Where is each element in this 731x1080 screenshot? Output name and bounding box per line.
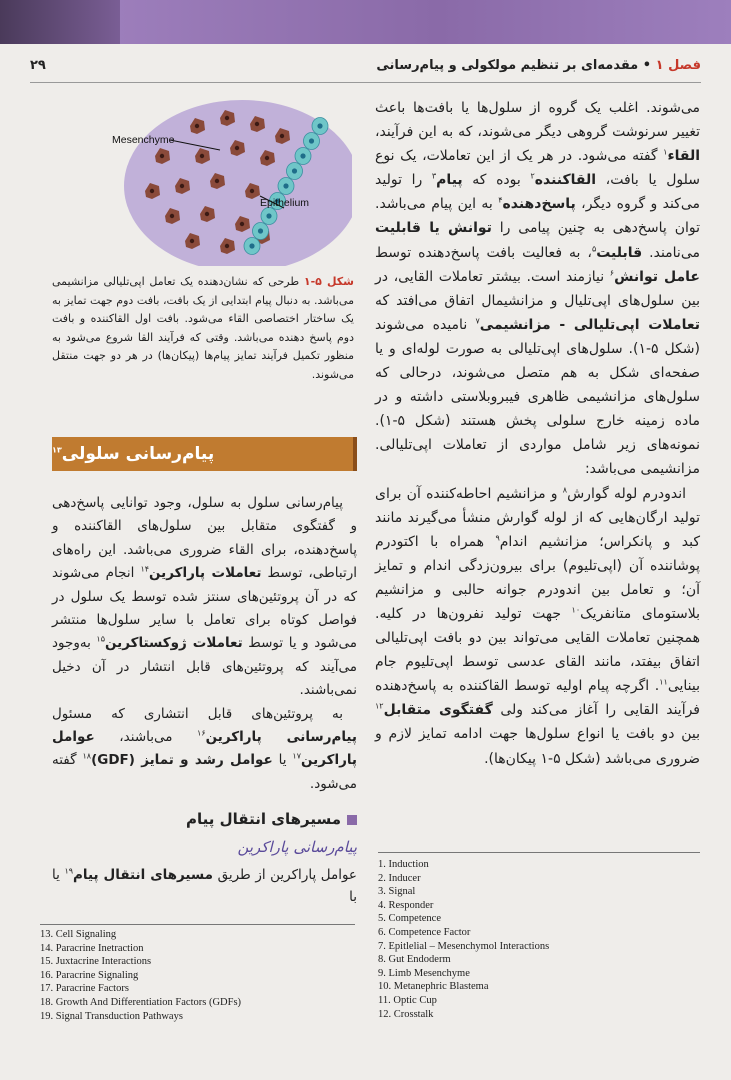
footnote-item: 18. Growth And Differentiation Factors (GDFs) — [40, 996, 242, 1008]
footnote-item: 3. Signal — [378, 886, 416, 898]
mesenchyme-nucleus — [190, 239, 194, 243]
mesenchyme-nucleus — [160, 154, 164, 158]
subsection-square-icon — [347, 815, 357, 825]
mesenchyme-nucleus — [180, 184, 184, 188]
footnote-item: 1. Induction — [378, 859, 429, 870]
right-paragraph-2: اندودرم لوله گوارش$^۸$ و مزانشیم احاطه‌کننده آن برای تولید ارگان‌هایی که از لوله گوارش منشأ می‌گیرند مانند کبد و پانکراس؛ مزانشیم اندام$^۹$ همراه با اکتودرم پوشاننده آن (اپی‌تلیوم) برای بیرون‌زدگی اندام و تمایز آن؛ و تعامل بین اندودرم جوانه حالبی و مزانشیم بلاستومای متانفریک$^{۱۰}$ جهت تولید نفرون‌ها در کلیه. همچنین تعاملات القایی می‌تواند بین دو بافت اپی‌تلیالی اتفاق بیفتد، مانند القای عدسی توسط اپی‌تلیوم جام بینایی$^{۱۱}$. اگرچه پیام اولیه توسط القاکننده به پاسخ‌دهنده فرآیند القایی را آغاز می‌کند ولی گفتگوی متقابل$^{۱۲}$ بین دو بافت یا انواع سلول‌ها جهت ادامه تمایز لازم و ضروری می‌باشد (شکل ۵-۱ پیکان‌ها). — [375, 484, 700, 767]
left-paragraph-2: به پروتئین‌های قابل انتشاری که مسئول پیام‌رسانی پاراکرین$^{۱۶}$ می‌باشند، عوامل پاراکرین$^{۱۷}$ یا عوامل رشد و تمایز (GDF)$^{۱۸}$ گفته می‌شود. — [52, 705, 358, 792]
footnotes-left — [40, 928, 360, 1023]
footnote-item: 14. Paracrine Inetraction — [40, 942, 144, 954]
page-header — [30, 58, 701, 82]
mesenchyme-nucleus — [200, 154, 204, 158]
figure-caption-label: شکل ۵-۱ — [303, 275, 354, 288]
induction-diagram — [52, 96, 352, 266]
footnote-rule-right — [378, 852, 700, 853]
footnote-item: 13. Cell Signaling — [40, 929, 117, 940]
mesenchyme-nucleus — [255, 122, 259, 126]
header-rule — [30, 82, 701, 83]
footnote-item: 15. Juxtacrine Interactions — [40, 956, 152, 968]
section-title: پیام‌رسانی سلولی — [61, 444, 215, 464]
footnote-item: 16. Paracrine Signaling — [40, 969, 139, 981]
induction-figure — [52, 96, 352, 266]
epithelium-nucleus — [266, 213, 271, 218]
epithelium-nucleus — [292, 168, 297, 173]
epithelium-nucleus — [300, 153, 305, 158]
top-color-band — [0, 0, 731, 44]
left-column-text — [52, 492, 357, 796]
footnote-item: 12. Crosstalk — [378, 1008, 434, 1020]
figure-caption-text: طرحی که نشان‌دهنده یک تعامل اپی‌تلیالی مزانشیمی می‌باشد. به دنبال پیام ابتدایی از یک بافت، بافت دوم جهت تمایز به یک ساختار اختصاصی القاء می‌شود. بافت اول القاکننده و بافت دوم پاسخ دهنده می‌باشد. وقتی که فرآیند القا شروع می‌شود به منظور تکمیل فرآیند تمایز پیام‌ها (پیکان‌ها) در هر دو جهت منتقل می‌شوند. — [52, 275, 354, 381]
mesenchyme-nucleus — [225, 116, 229, 120]
mesenchyme-label: Mesenchyme — [112, 134, 175, 146]
section-title-footnote: ۱۳ — [52, 445, 62, 455]
left-paragraph-1: پیام‌رسانی سلول به سلول، وجود توانایی پاسخ‌دهی و گفتگوی متقابل بین سلول‌های القاکننده و پاسخ‌دهنده، برای القاء ضروری می‌باشد. این راه‌های ارتباطی، توسط تعاملات پاراکرین$^{۱۴}$ انجام می‌شوند که در آن پروتئین‌های سنتز شده توسط یک سلول در فواصل کوتاه برای تعامل با سایر سلول‌ها منتشر می‌شود و یا توسط تعاملات ژوکستاکرین$^{۱۵}$ به‌وجود می‌آیند که پروتئین‌های قابل انتشار در آن دخیل نمی‌باشند. — [52, 495, 358, 699]
section-heading-bar — [52, 437, 357, 471]
epithelium-nucleus — [249, 243, 254, 248]
chapter-title: مقدمه‌ای بر تنظیم مولکولی و پیام‌رسانی — [376, 58, 639, 73]
footnote-item: 8. Gut Endoderm — [378, 954, 451, 966]
footnote-item: 4. Responder — [378, 899, 434, 911]
chapter-label: فصل ۱ — [655, 58, 701, 73]
mesenchyme-nucleus — [250, 189, 254, 193]
top-band-shadow — [0, 0, 120, 44]
footnote-item: 5. Competence — [378, 913, 441, 925]
epithelium-label: Epithelium — [260, 197, 310, 209]
footnote-item: 11. Optic Cup — [378, 994, 437, 1006]
mesenchyme-nucleus — [170, 214, 174, 218]
footnote-item: 19. Signal Transduction Pathways — [40, 1010, 183, 1022]
footnotes-right — [378, 858, 698, 1021]
footnote-item: 10. Metanephric Blastema — [378, 981, 489, 993]
mesenchyme-nucleus — [195, 124, 199, 128]
footnote-item: 7. Epitlelial – Mesenchymol Interactions — [378, 940, 550, 952]
epithelium-nucleus — [283, 183, 288, 188]
mesenchyme-nucleus — [280, 134, 284, 138]
chapter-heading: فصل ۱ • مقدمه‌ای بر تنظیم مولکولی و پیام‌رسانی — [376, 58, 701, 73]
right-column-text — [375, 96, 700, 771]
mesenchyme-nucleus — [240, 222, 244, 226]
footnote-item: 2. Inducer — [378, 872, 421, 884]
epithelium-nucleus — [258, 228, 263, 233]
subsection-title: مسیرهای انتقال پیام — [186, 810, 341, 828]
left-tail-text: عوامل پاراکرین از طریق مسیرهای انتقال پیام$^{۱۹}$ یا با — [52, 866, 357, 905]
epithelium-nucleus — [309, 138, 314, 143]
subsection-heading — [52, 810, 357, 828]
figure-caption — [52, 273, 354, 385]
mesenchyme-nucleus — [225, 244, 229, 248]
page-number: ۲۹ — [30, 58, 46, 73]
footnote-item: 6. Competence Factor — [378, 926, 471, 938]
mesenchyme-nucleus — [215, 179, 219, 183]
right-paragraph-1: می‌شوند. اغلب یک گروه از سلول‌ها یا بافت‌ها باعث تغییر سرنوشت گروهی دیگر می‌شوند، که به این فرآیند، القاء$^۱$ گفته می‌شود. در هر یک از این تعاملات، یک نوع سلول یا بافت، القاکننده$^۲$ بوده که پیام$^۳$ را تولید می‌کند و گروه دیگر، پاسخ‌دهنده$^۴$ به این پیام می‌باشد. توان پاسخ‌دهی به چنین پیامی را توانش یا قابلیت می‌نامند. قابلیت$^۵$، به فعالیت بافت پاسخ‌دهنده توسط عامل توانش$^۶$ نیازمند است. بیشتر تعاملات القایی، در بین سلول‌های اپی‌تلیال و مزانشیمال اتفاق می‌افتد که تعاملات اپی‌تلیالی - مزانشیمی$^۷$ نامیده می‌شوند (شکل ۵-۱). سلول‌های اپی‌تلیالی به صورت لوله‌ای و یا صفحه‌ای شکل به هم متصل می‌شوند، درحالی که سلول‌های مزانشیمی ظاهری فیبروبلاستی داشته و در ماده زمینه خارج سلولی پخش هستند (شکل ۵-۱). نمونه‌های زیر شامل مواردی از تعاملات اپی‌تلیالی. مزانشیمی می‌باشد: — [375, 100, 701, 478]
footnote-item: 17. Paracrine Factors — [40, 983, 129, 995]
mesenchyme-nucleus — [205, 212, 209, 216]
mesenchyme-nucleus — [265, 156, 269, 160]
mesenchyme-nucleus — [150, 189, 154, 193]
mesenchyme-nucleus — [235, 146, 239, 150]
footnote-rule-left — [40, 924, 355, 925]
epithelium-nucleus — [317, 123, 322, 128]
subsubsection-heading: پیام‌رسانی پاراکرین — [237, 838, 357, 856]
footnote-item: 9. Limb Mesenchyme — [378, 967, 470, 979]
